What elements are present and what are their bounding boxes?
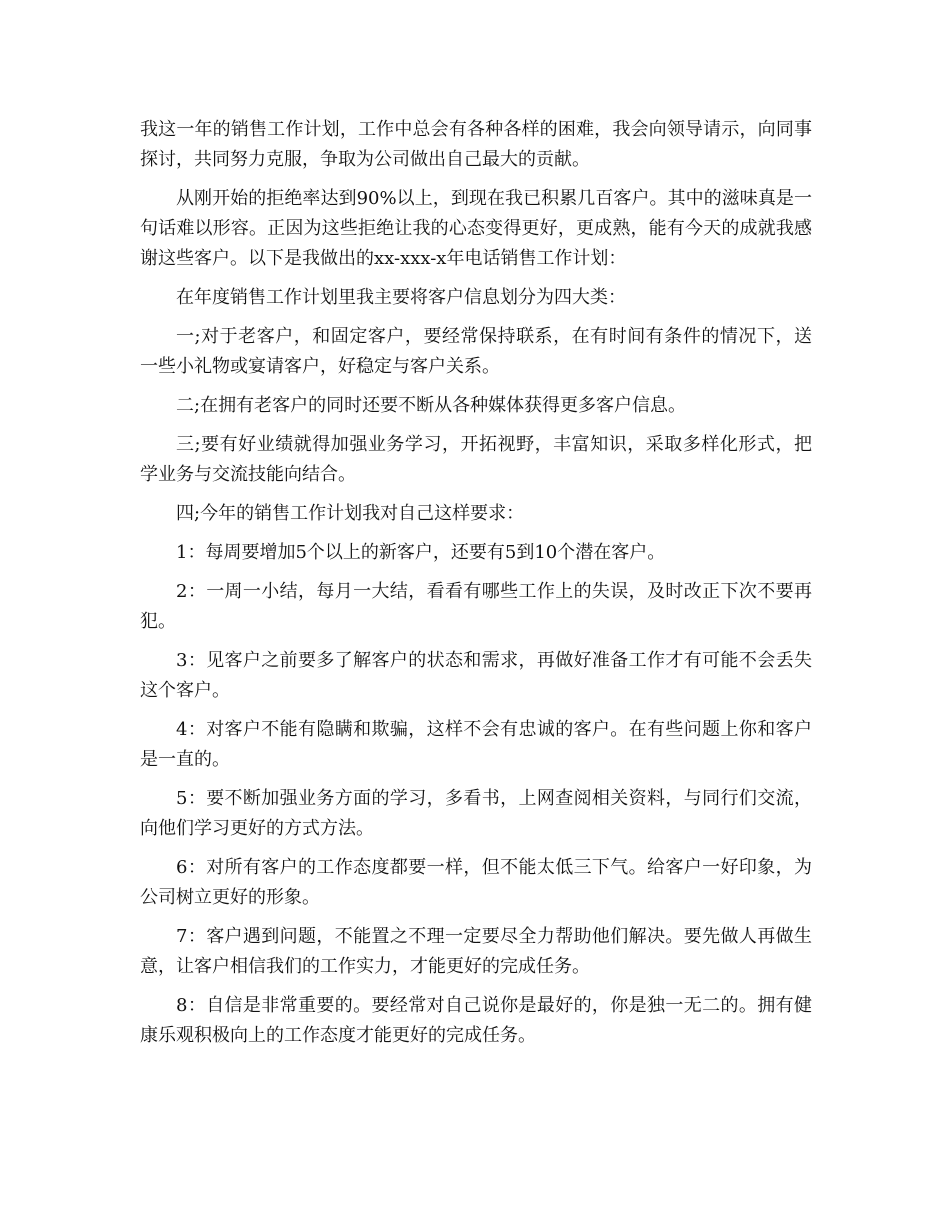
document-body [140, 115, 812, 1060]
paragraph-category-4: 四;今年的销售工作计划我对自己这样要求： [176, 503, 525, 524]
paragraph-item-3: 3：见客户之前要多了解客户的状态和需求，再做好准备工作才有可能不会丢失这个客户。 [140, 650, 812, 701]
paragraph-category-3: 三;要有好业绩就得加强业务学习，开拓视野，丰富知识，采取多样化形式，把学业务与交流技能向结合。 [140, 434, 812, 485]
paragraph-category-2: 二;在拥有老客户的同时还要不断从各种媒体获得更多客户信息。 [176, 395, 687, 416]
paragraph-four-categories: 在年度销售工作计划里我主要将客户信息划分为四大类： [176, 287, 626, 308]
paragraph-item-5: 5：要不断加强业务方面的学习，多看书，上网查阅相关资料，与同行们交流，向他们学习更好的方式方法。 [140, 788, 812, 839]
paragraph-item-6: 6：对所有客户的工作态度都要一样，但不能太低三下气。给客户一好印象，为公司树立更好的形象。 [140, 857, 812, 908]
paragraph-item-2: 2：一周一小结，每月一大结，看看有哪些工作上的失误，及时改正下次不要再犯。 [140, 581, 812, 632]
paragraph-intro: 我这一年的销售工作计划，工作中总会有各种各样的困难，我会向领导请示，向同事探讨，共同努力克服，争取为公司做出自己最大的贡献。 [140, 119, 812, 170]
paragraph-item-8: 8：自信是非常重要的。要经常对自己说你是最好的，你是独一无二的。拥有健康乐观积极向上的工作态度才能更好的完成任务。 [140, 995, 812, 1046]
paragraph-item-1: 1：每周要增加5个以上的新客户，还要有5到10个潜在客户。 [176, 542, 666, 563]
paragraph-item-4: 4：对客户不能有隐瞒和欺骗，这样不会有忠诚的客户。在有些问题上你和客户是一直的。 [140, 719, 812, 770]
paragraph-item-7: 7：客户遇到问题，不能置之不理一定要尽全力帮助他们解决。要先做人再做生意，让客户相信我们的工作实力，才能更好的完成任务。 [140, 926, 812, 977]
paragraph-rejection-rate: 从刚开始的拒绝率达到90%以上，到现在我已积累几百客户。其中的滋味真是一句话难以形容。正因为这些拒绝让我的心态变得更好，更成熟，能有今天的成就我感谢这些客户。以下是我做出的xx-xxx-x年电话销售工作计划： [140, 188, 812, 269]
paragraph-category-1: 一;对于老客户，和固定客户，要经常保持联系，在有时间有条件的情况下，送一些小礼物或宴请客户，好稳定与客户关系。 [140, 326, 812, 377]
